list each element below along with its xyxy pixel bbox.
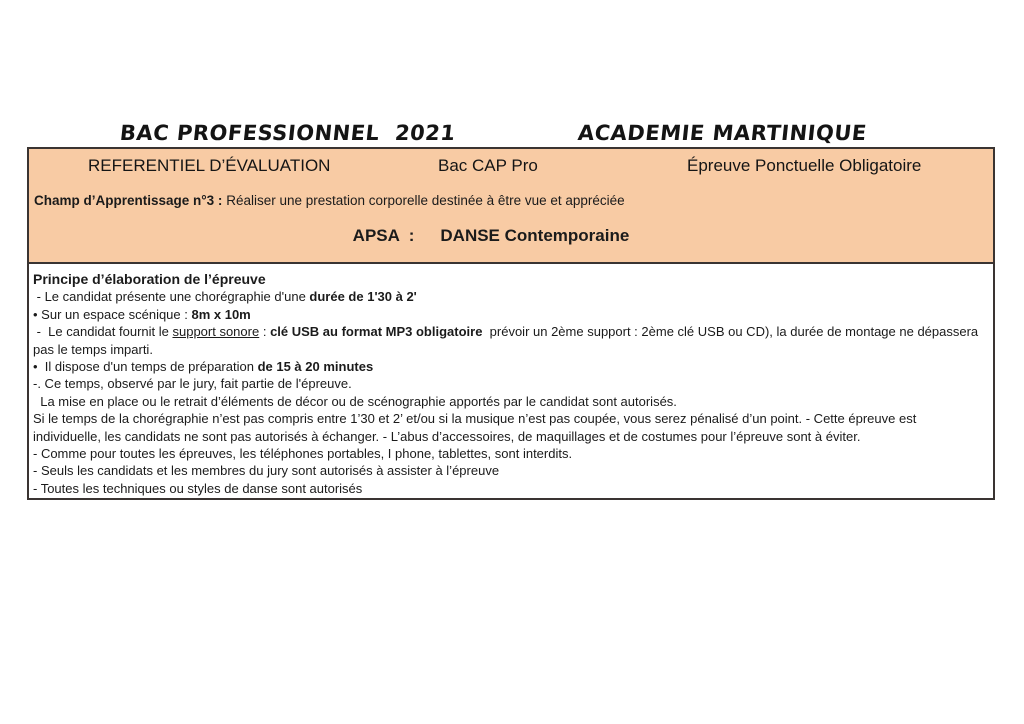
principe-section xyxy=(29,264,993,498)
text-segment: - Le candidat fournit le xyxy=(33,324,173,340)
apsa-label: APSA : xyxy=(352,226,415,245)
bold-text: clé USB au format MP3 obligatoire xyxy=(270,324,483,340)
body-line-preparation xyxy=(33,358,979,375)
principe-heading: Principe d’élaboration de l’épreuve xyxy=(33,271,266,287)
title-bac-professionnel: BAC PROFESSIONNEL 2021 xyxy=(118,121,457,145)
body-line-penalites: Si le temps de la chorégraphie n’est pas compris entre 1’30 et 2’ et/ou si la musique n’est pas coupée, vous serez pénalisé d’un point. - Cette épreuve est individuelle, les candidats ne sont pas autorisés à échanger. - L’abus d’accessoires, de maquillages et de costumes pour l’épreuve sont à éviter. xyxy=(33,411,920,444)
body-line-temps-jury: -. Ce temps, observé par le jury, fait partie de l'épreuve. xyxy=(33,376,352,392)
underlined-text: support sonore xyxy=(172,324,260,340)
apsa-line xyxy=(29,226,993,246)
title-academie-martinique: ACADEMIE MARTINIQUE xyxy=(576,121,868,145)
apsa-value: DANSE Contemporaine xyxy=(440,226,630,245)
evaluation-table xyxy=(27,147,995,500)
header-epreuve-ponctuelle: Épreuve Ponctuelle Obligatoire xyxy=(687,156,922,175)
body-line-support-sonore xyxy=(33,323,982,358)
bold-text: durée de 1'30 à 2' xyxy=(309,289,417,305)
champ-text: Réaliser une prestation corporelle destinée à être vue et appréciée xyxy=(222,193,625,208)
body-line-styles-danse: - Toutes les techniques ou styles de danse sont autorisés xyxy=(33,480,363,496)
body-line-duree xyxy=(33,288,979,305)
body-line-telephones: - Comme pour toutes les épreuves, les téléphones portables, I phone, tablettes, sont interdits. xyxy=(33,446,573,462)
bold-text: de 15 à 20 minutes xyxy=(257,359,374,375)
text-segment: : xyxy=(259,324,271,340)
document-titles xyxy=(0,121,1024,147)
text-segment: - Le candidat présente une chorégraphie d'une xyxy=(33,289,310,305)
bold-text: 8m x 10m xyxy=(191,306,251,322)
champ-label: Champ d’Apprentissage n°3 : xyxy=(34,193,223,208)
text-segment: • Sur un espace scénique : xyxy=(33,306,192,322)
body-line-jury-assister: - Seuls les candidats et les membres du jury sont autorisés à assister à l’épreuve xyxy=(33,463,500,479)
body-line-espace xyxy=(33,306,979,323)
text-segment: • Il dispose d'un temps de préparation xyxy=(33,359,258,375)
text-segment: prévoir un 2ème support : 2ème clé USB ou CD), la durée de montage ne dépassera pas le temps imparti. xyxy=(33,324,982,357)
header-referentiel: REFERENTIEL D’ÉVALUATION xyxy=(88,156,331,175)
header-section xyxy=(29,149,993,264)
champ-apprentissage-line xyxy=(34,193,985,208)
header-bac-cap-pro: Bac CAP Pro xyxy=(438,156,538,175)
body-line-mise-en-place: La mise en place ou le retrait d’éléments de décor ou de scénographie apportés par le candidat sont autorisés. xyxy=(33,393,677,409)
